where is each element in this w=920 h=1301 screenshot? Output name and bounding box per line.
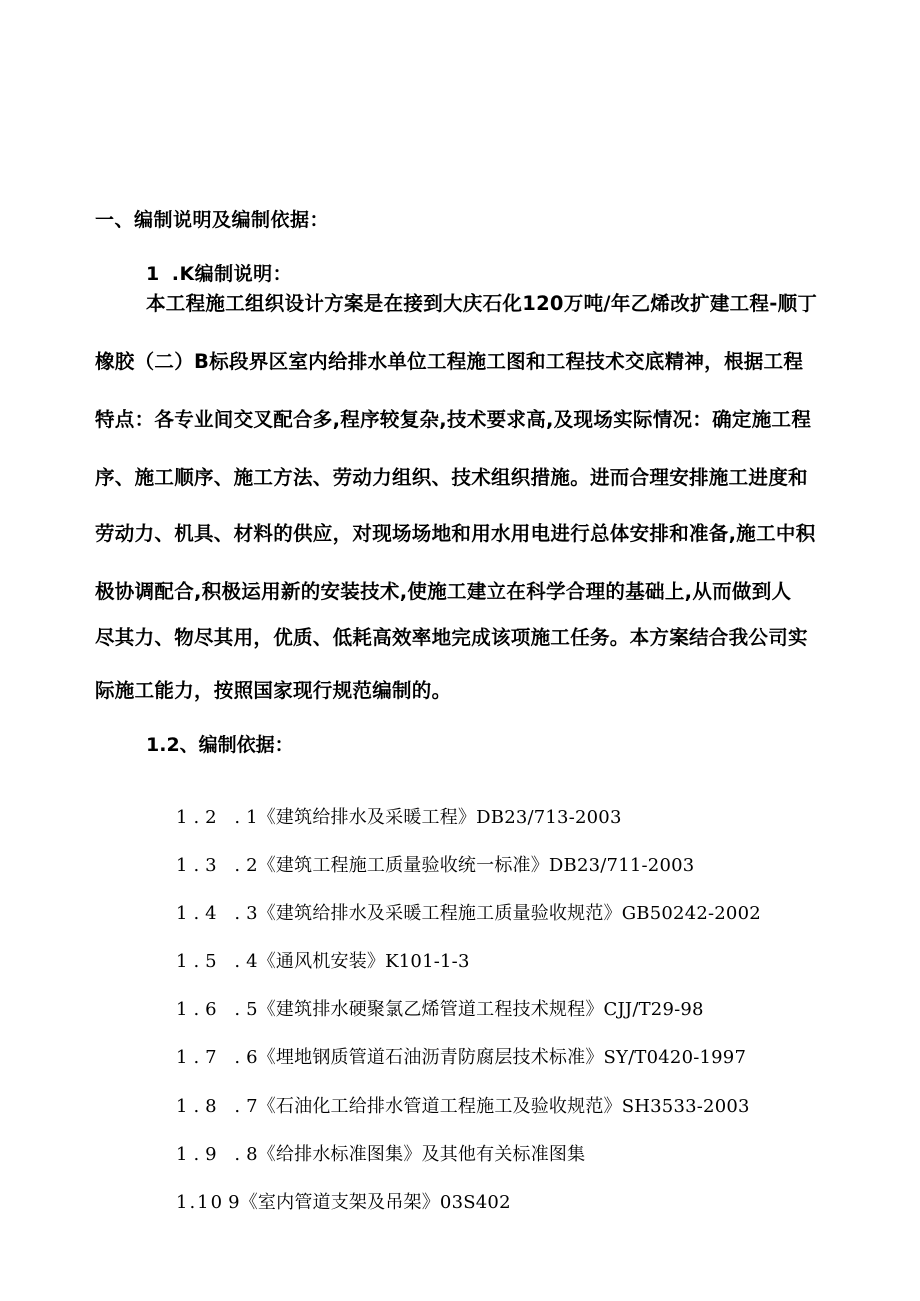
reference-item xyxy=(176,1188,511,1214)
reference-text: 8《给排水标准图集》及其他有关标准图集 xyxy=(246,1144,586,1165)
reference-number: 1.10 xyxy=(176,1192,225,1213)
reference-number: 1.4 . xyxy=(176,903,247,924)
reference-number: 1.3 . xyxy=(176,855,247,876)
reference-item xyxy=(176,851,694,877)
reference-number: 1.6 . xyxy=(176,999,247,1020)
paragraph-line: 特点：各专业间交叉配合多,程序较复杂,技术要求高,及现场实际情况：确定施工程 xyxy=(95,408,812,431)
paragraph-line: 际施工能力，按照国家现行规范编制的。 xyxy=(95,679,452,702)
reference-number: 1.7 . xyxy=(176,1047,247,1068)
reference-number: 1.9 . xyxy=(176,1144,247,1165)
reference-text: 7《石油化工给排水管道工程施工及验收规范》SH3533-2003 xyxy=(246,1096,750,1117)
paragraph-line: 序、施工顺序、施工方法、劳动力组织、技术组织措施。进而合理安排施工进度和 xyxy=(95,466,808,489)
reference-text: 1《建筑给排水及采暖工程》DB23/713-2003 xyxy=(246,807,622,828)
subsection-heading-basis: 1.2、编制依据： xyxy=(146,734,294,756)
paragraph-line: 极协调配合,积极运用新的安装技术,使施工建立在科学合理的基础上,从而做到人 xyxy=(95,580,792,603)
paragraph-line: 本工程施工组织设计方案是在接到大庆石化120万吨/年乙烯改扩建工程-顺丁 xyxy=(146,292,818,315)
reference-text: 4《通风机安装》K101-1-3 xyxy=(246,951,470,972)
reference-number: 1.2 . xyxy=(176,807,247,828)
reference-text: 6《埋地钢质管道石油沥青防腐层技术标准》SY/T0420-1997 xyxy=(246,1047,747,1068)
reference-item xyxy=(176,899,761,925)
reference-item xyxy=(176,1140,585,1166)
subsection-label: .K编制说明： xyxy=(171,263,293,285)
reference-item xyxy=(176,995,704,1021)
reference-text: 2《建筑工程施工质量验收统一标准》DB23/711-2003 xyxy=(246,855,695,876)
reference-text: 9《室内管道支架及吊架》03S402 xyxy=(228,1192,511,1213)
paragraph-line: 尽其力、物尽其用，优质、低耗高效率地完成该项施工任务。本方案结合我公司实 xyxy=(95,626,808,649)
reference-number: 1.8 . xyxy=(176,1096,247,1117)
reference-text: 5《建筑排水硬聚氯乙烯管道工程技术规程》CJJ/T29-98 xyxy=(246,999,704,1020)
subsection-number: 1 xyxy=(146,263,160,285)
paragraph-line: 劳动力、机具、材料的供应，对现场场地和用水用电进行总体安排和准备,施工中积 xyxy=(95,522,816,545)
reference-item xyxy=(176,1092,750,1118)
reference-item xyxy=(176,1043,746,1069)
reference-item xyxy=(176,947,470,973)
section-heading: 一、编制说明及编制依据： xyxy=(95,209,330,231)
reference-text: 3《建筑给排水及采暖工程施工质量验收规范》GB50242-2002 xyxy=(246,903,761,924)
paragraph-line: 橡胶（二）B标段界区室内给排水单位工程施工图和工程技术交底精神，根据工程 xyxy=(95,350,804,373)
reference-number: 1.5 . xyxy=(176,951,247,972)
reference-item xyxy=(176,803,622,829)
subsection-heading-description xyxy=(146,259,292,286)
